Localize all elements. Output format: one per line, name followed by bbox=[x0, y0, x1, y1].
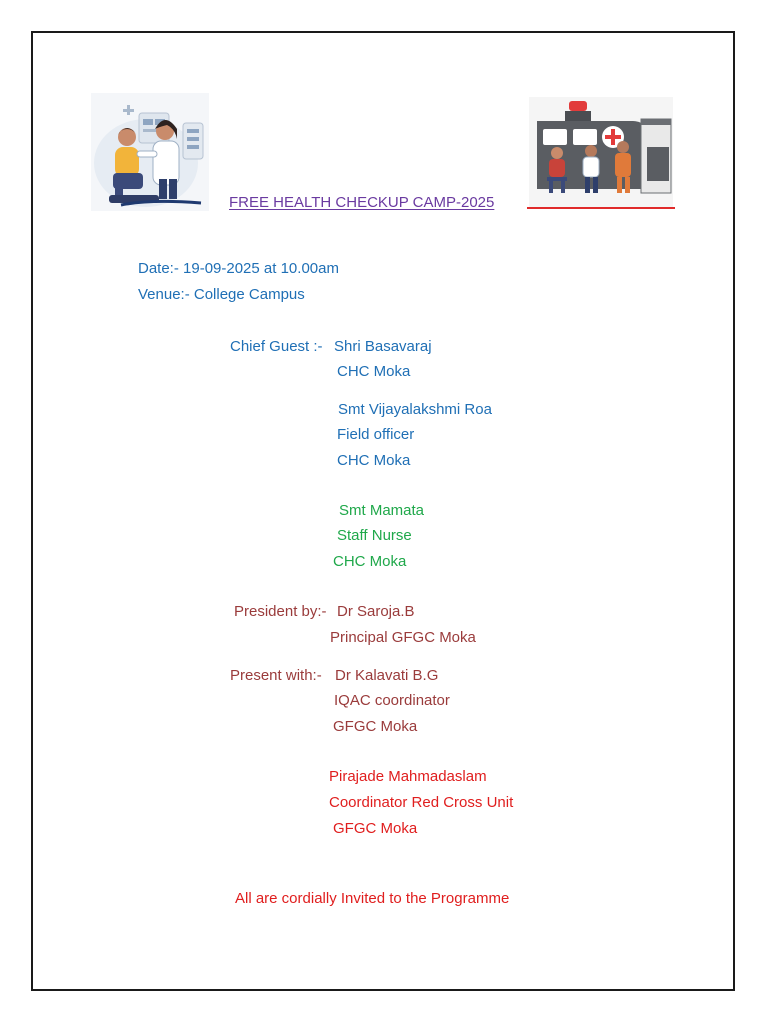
present-with-org-2: GFGC Moka bbox=[333, 820, 418, 837]
chief-guest-name-1: Shri Basavaraj bbox=[334, 338, 432, 355]
document-page bbox=[31, 31, 735, 991]
present-with-role-2: Coordinator Red Cross Unit bbox=[329, 794, 514, 811]
invitation-line: All are cordially Invited to the Programme bbox=[235, 890, 510, 907]
present-with-org-1: GFGC Moka bbox=[333, 718, 418, 735]
present-with-name-2: Pirajade Mahmadaslam bbox=[329, 768, 487, 785]
doctor-patient-illustration bbox=[91, 93, 209, 211]
chief-guest-role-3: Staff Nurse bbox=[337, 527, 412, 544]
chief-guest-org-2: CHC Moka bbox=[337, 452, 411, 469]
present-with-role-1: IQAC coordinator bbox=[334, 692, 450, 709]
event-date: Date:- 19-09-2025 at 10.00am bbox=[138, 260, 339, 277]
event-venue: Venue:- College Campus bbox=[138, 286, 305, 303]
header-rule bbox=[527, 207, 675, 209]
president-label: President by:- bbox=[234, 603, 327, 620]
chief-guest-name-2: Smt Vijayalakshmi Roa bbox=[338, 401, 492, 418]
chief-guest-role-2: Field officer bbox=[337, 426, 415, 443]
chief-guest-org-3: CHC Moka bbox=[333, 553, 407, 570]
chief-guest-org-1: CHC Moka bbox=[337, 363, 411, 380]
chief-guest-label: Chief Guest :- bbox=[230, 338, 323, 355]
page-title: FREE HEALTH CHECKUP CAMP-2025 bbox=[229, 194, 495, 211]
present-with-label: Present with:- bbox=[230, 667, 322, 684]
president-role: Principal GFGC Moka bbox=[330, 629, 476, 646]
ambulance-medical-camp-illustration bbox=[529, 97, 673, 207]
chief-guest-name-3: Smt Mamata bbox=[339, 502, 425, 519]
president-name: Dr Saroja.B bbox=[337, 603, 415, 620]
present-with-name-1: Dr Kalavati B.G bbox=[335, 667, 439, 684]
